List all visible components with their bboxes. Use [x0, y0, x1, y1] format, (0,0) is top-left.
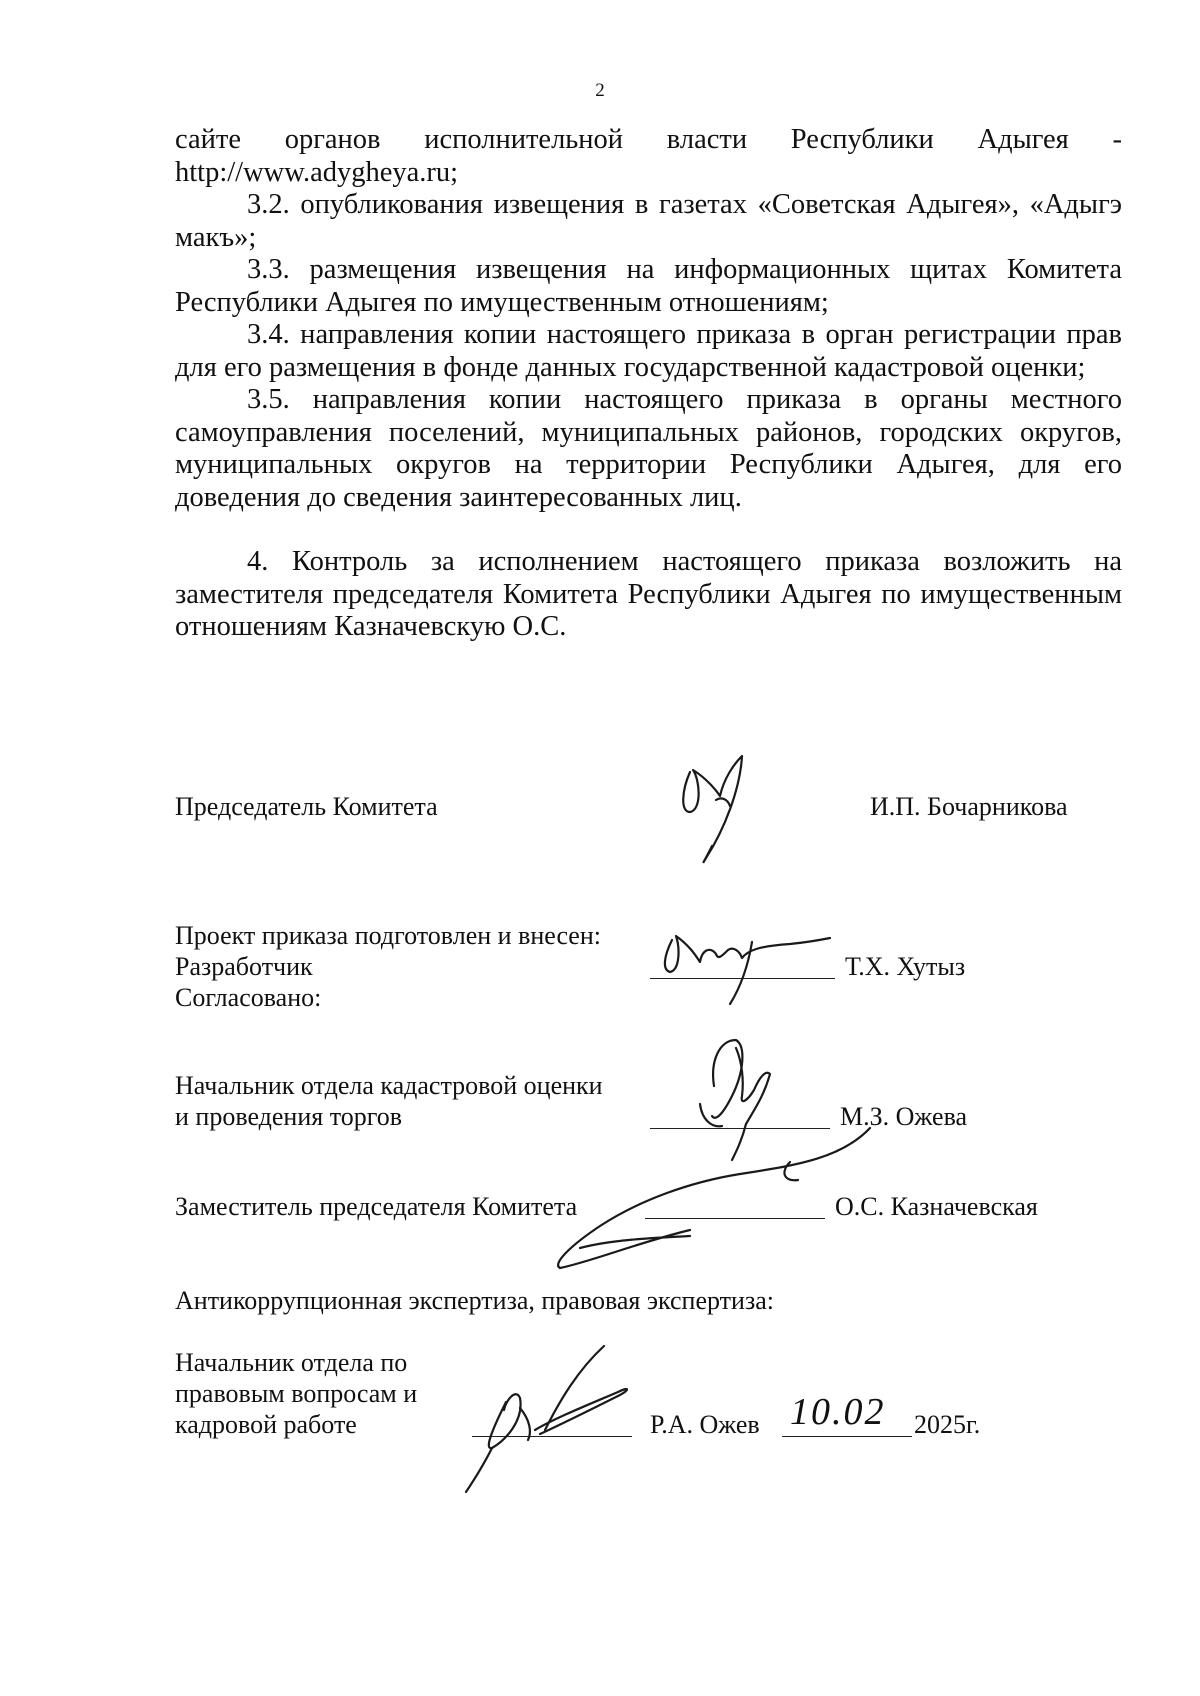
date-line — [782, 1436, 912, 1437]
expertise-heading: Антикоррупционная экспертиза, правовая экспертиза: — [175, 1286, 774, 1315]
legal-head-title-line3: кадровой работе — [175, 1410, 357, 1439]
deputy-signature-line — [645, 1218, 825, 1219]
cadastral-head-signature — [700, 1040, 770, 1160]
paragraph-4-control: 4. Контроль за исполнением настоящего приказа возложить на заместителя председателя Комитета Республики Адыгея по имущественным отношениям Казначевскую О.С. — [175, 546, 1122, 642]
agreed-label: Согласовано: — [175, 983, 322, 1012]
cadastral-head-signature-line — [650, 1128, 830, 1129]
cadastral-head-title-line2: и проведения торгов — [175, 1102, 403, 1131]
paragraph-3-3: 3.3. размещения извещения на информационных щитах Комитета Республики Адыгея по имущественным отношениям; — [175, 254, 1122, 318]
chairman-signature — [683, 756, 742, 863]
paragraph-website: сайте органов исполнительной власти Республики Адыгея - http://www.adygheya.ru; — [175, 124, 1122, 188]
chairman-name: И.П. Бочарникова — [870, 792, 1068, 821]
paragraph-3-4: 3.4. направления копии настоящего приказа в орган регистрации прав для его размещения в фонде данных государственной кадастровой оценки; — [175, 319, 1122, 383]
chairman-title: Председатель Комитета — [175, 792, 438, 821]
legal-head-title-line2: правовым вопросам и — [175, 1379, 418, 1408]
prepared-heading: Проект приказа подготовлен и внесен: — [175, 921, 601, 950]
cadastral-head-name: М.З. Ожева — [840, 1102, 968, 1131]
page-number: 2 — [595, 80, 605, 101]
paragraph-3-5: 3.5. направления копии настоящего приказа в органы местного самоуправления поселений, муниципальных районов, городских округов, муниципальных округов на территории Республики Адыгея, для его доведения до сведения заинтересованных лиц. — [175, 384, 1122, 513]
order-body-text — [175, 124, 1122, 644]
deputy-name: О.С. Казначевская — [835, 1192, 1038, 1221]
developer-role: Разработчик — [175, 952, 313, 981]
developer-signature-line — [650, 978, 835, 979]
developer-name: Т.Х. Хутыз — [845, 952, 966, 981]
legal-head-signature — [466, 1346, 627, 1492]
deputy-signature — [558, 1128, 870, 1268]
date-year: 2025г. — [914, 1410, 981, 1439]
paragraph-spacer — [175, 514, 1122, 546]
deputy-title: Заместитель председателя Комитета — [175, 1192, 578, 1221]
handwritten-date: 10.02 — [790, 1391, 886, 1433]
legal-head-title-line1: Начальник отдела по — [175, 1348, 408, 1377]
legal-head-name: Р.А. Ожев — [650, 1410, 760, 1439]
paragraph-3-2: 3.2. опубликования извещения в газетах «Советская Адыгея», «Адыгэ макъ»; — [175, 189, 1122, 253]
cadastral-head-title-line1: Начальник отдела кадастровой оценки — [175, 1071, 603, 1100]
developer-signature — [665, 936, 830, 1004]
legal-head-signature-line — [472, 1436, 632, 1437]
